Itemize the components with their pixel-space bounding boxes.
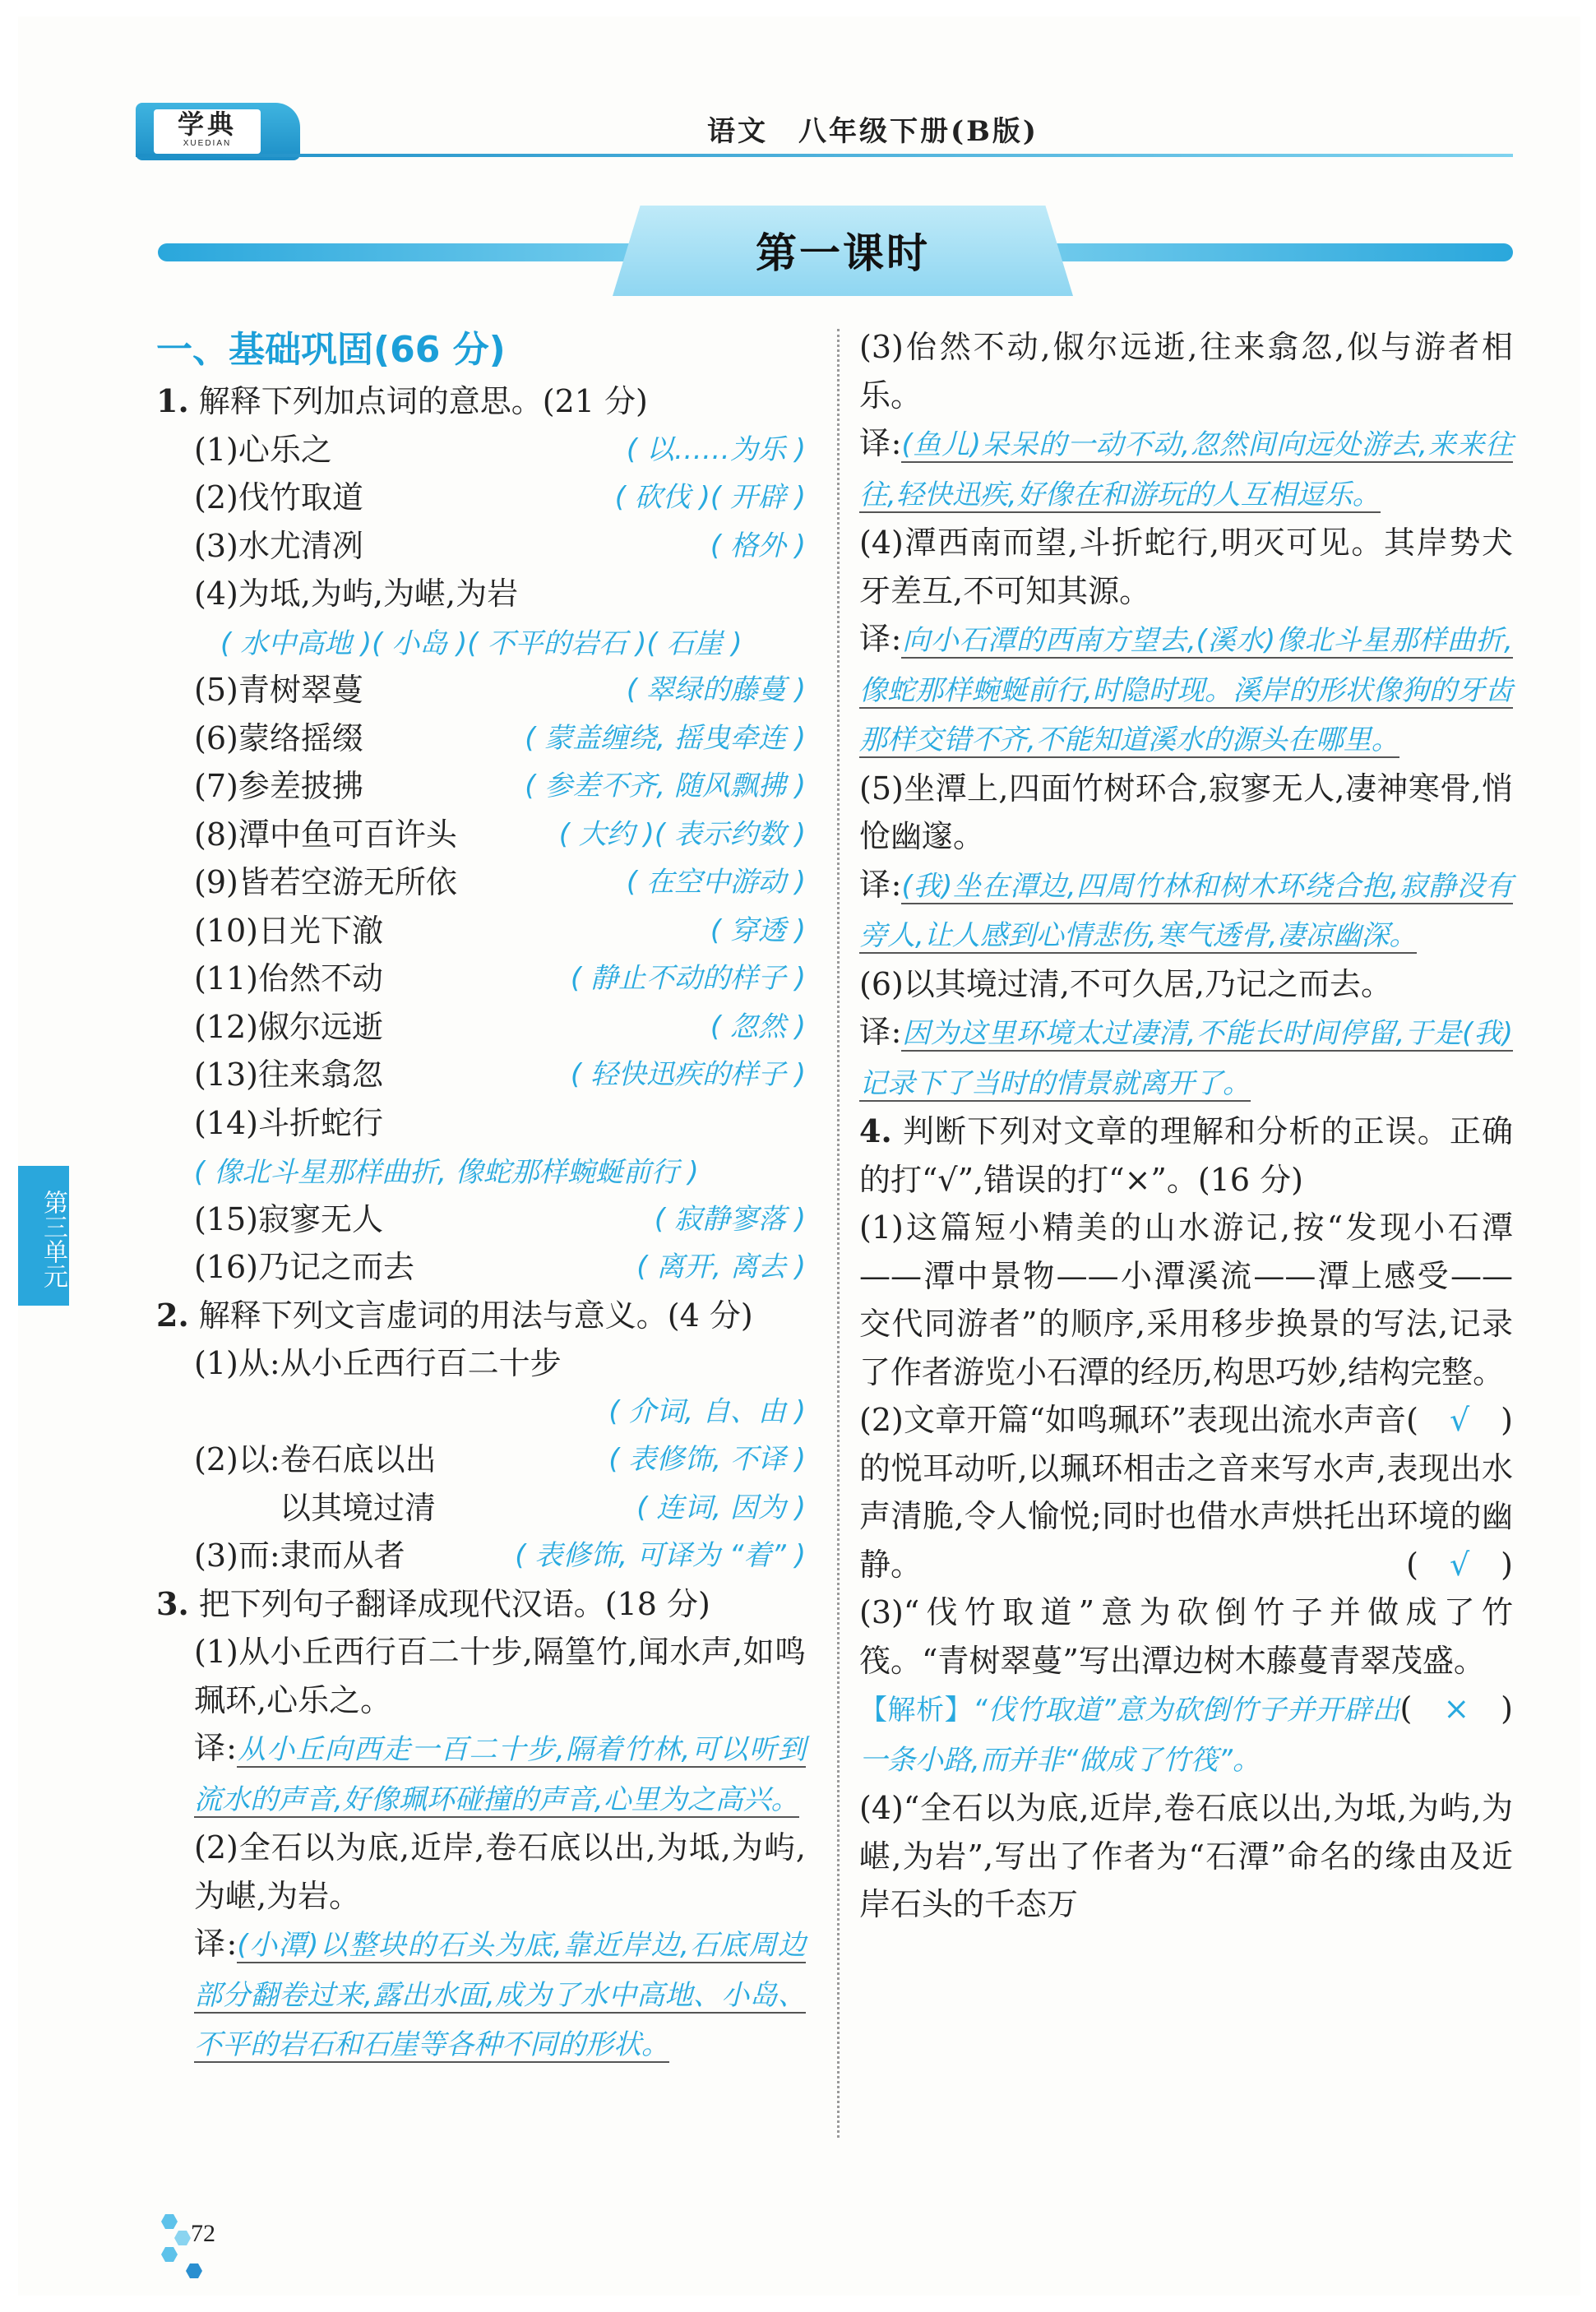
translation-answer: 从小丘向西走一百二十步,隔着竹林,可以听到流水的声音,好像珮环碰撞的声音,心里为之高兴。 xyxy=(194,1733,806,1816)
section-heading: 一、基础巩固(66 分) xyxy=(156,329,506,371)
translate-label: 译: xyxy=(194,1730,237,1766)
judgement-mark: √ xyxy=(1449,1546,1470,1583)
item-text: (2)文章开篇“如鸣珮环”表现出流水声音的悦耳动听,以珮环相击之音来写水声,表现出水声清脆,令人愉悦;同时也借水声烘托出环境的幽静。 xyxy=(859,1402,1513,1583)
item-answer: ( 翠绿的藤蔓 ) xyxy=(626,673,806,706)
item-text: (4)为坻,为屿,为嵁,为岩 xyxy=(194,576,519,612)
item-answer: ( 水中高地 )( 小岛 )( 不平的岩石 )( 石崖 ) xyxy=(220,627,742,660)
q3-item-1 xyxy=(156,1628,806,1724)
item-answer: ( 轻快迅疾的样子 ) xyxy=(570,1058,806,1091)
q1-item xyxy=(156,1051,806,1099)
question-1-title xyxy=(156,377,806,426)
q3-item xyxy=(859,765,1513,861)
item-text: (5)坐潭上,四面竹树环合,寂寥无人,凄神寒骨,悄怆幽邃。 xyxy=(859,770,1513,854)
logo xyxy=(136,103,300,160)
item-text: (1)从:从小丘西行百二十步 xyxy=(194,1345,562,1381)
item-text: (12)俶尔远逝 xyxy=(194,1008,384,1045)
q1-item xyxy=(156,1003,806,1052)
item-text: (9)皆若空游无所依 xyxy=(194,864,457,900)
item-text: (13)往来翕忽 xyxy=(194,1057,384,1093)
item-text: (4)潭西南而望,斗折蛇行,明灭可见。其岸势犬牙差互,不可知其源。 xyxy=(859,525,1513,609)
item-answer: ( 静止不动的样子 ) xyxy=(570,962,806,995)
q3-item-1-translation xyxy=(156,1724,806,1824)
item-answer: ( 大约 )( 表示约数 ) xyxy=(558,817,806,851)
item-text: (3)佁然不动,俶尔远逝,往来翕忽,似与游者相乐。 xyxy=(859,329,1513,414)
q3-item-translation xyxy=(859,861,1513,960)
q1-item xyxy=(156,1195,806,1244)
item-text: (3)“伐竹取道”意为砍倒竹子并做成了竹筏。“青树翠蔓”写出潭边树木藤蔓青翠茂盛。 xyxy=(859,1594,1513,1679)
lesson-title: 第一课时 xyxy=(756,229,930,277)
item-answer: ( 以……为乐 ) xyxy=(626,432,806,466)
q3-item-translation xyxy=(859,1008,1513,1107)
right-column xyxy=(859,323,1513,1929)
left-column xyxy=(156,323,806,2069)
translate-label: 译: xyxy=(859,866,902,903)
unit-side-tab: 第三单元 xyxy=(18,1166,69,1306)
item-text: (6)蒙络摇缀 xyxy=(194,719,363,756)
item-answer: ( 参差不齐, 随风飘拂 ) xyxy=(525,770,806,802)
q2-item-1 xyxy=(156,1339,806,1388)
item-text: (5)青树翠蔓 xyxy=(194,672,363,708)
item-answer: ( 蒙盖缠绕, 摇曳牵连 ) xyxy=(525,721,806,755)
item-text: (2)全石以为底,近岸,卷石底以出,为坻,为屿,为嵁,为岩。 xyxy=(194,1829,806,1914)
item-text: (7)参差披拂 xyxy=(194,768,363,804)
q3-item-translation xyxy=(859,615,1513,765)
q3-item-translation xyxy=(859,419,1513,519)
q2-item-3 xyxy=(156,1484,806,1533)
translate-label: 译: xyxy=(859,1014,902,1050)
item-answer: ( 格外 ) xyxy=(710,529,806,562)
item-answer: ( 忽然 ) xyxy=(710,1010,806,1043)
question-text: 把下列句子翻译成现代汉语。(18 分) xyxy=(198,1585,710,1622)
question-4-title xyxy=(859,1107,1513,1204)
q1-item xyxy=(156,1243,806,1292)
translate-label: 译: xyxy=(859,621,902,657)
q3-item xyxy=(859,960,1513,1009)
question-2-title xyxy=(156,1292,806,1340)
judgement-mark: × xyxy=(1443,1690,1470,1727)
q1-item xyxy=(156,811,806,859)
q4-item xyxy=(859,1784,1513,1929)
q3-items-continued xyxy=(859,323,1513,1107)
q1-item xyxy=(156,858,806,907)
translation-answer: 向小石潭的西南方望去,(溪水)像北斗星那样曲折,像蛇那样蜿蜒前行,时隐时现。溪岸的形状像狗的牙齿那样交错不齐,不能知道溪水的源头在哪里。 xyxy=(859,624,1513,756)
q1-items xyxy=(156,426,806,1292)
q1-item xyxy=(156,714,806,763)
q1-item xyxy=(156,955,806,1003)
q3-item xyxy=(859,323,1513,419)
translation-answer: (小潭)以整块的石头为底,靠近岸边,石底周边部分翻卷过来,露出水面,成为了水中高地、小岛、不平的岩石和石崖等各种不同的形状。 xyxy=(194,1929,806,2061)
judgement-mark-box: ( √ ) xyxy=(1406,1402,1513,1438)
translate-label: 译: xyxy=(194,1926,238,1962)
q1-item xyxy=(156,474,806,522)
item-text: (1)从小丘西行百二十步,隔篁竹,闻水声,如鸣珮环,心乐之。 xyxy=(194,1634,806,1718)
item-answer: ( 连词, 因为 ) xyxy=(636,1491,806,1524)
item-answer: ( 像北斗星那样曲折, 像蛇那样蜿蜒前行 ) xyxy=(194,1156,699,1189)
q1-item xyxy=(156,1099,806,1148)
item-text: (16)乃记之而去 xyxy=(194,1249,415,1285)
q3-item xyxy=(859,519,1513,615)
logo-main-text: 学典 xyxy=(177,109,237,140)
q1-item xyxy=(156,570,806,618)
q1-item xyxy=(156,522,806,571)
item-answer: ( 穿透 ) xyxy=(710,913,806,947)
item-text: (1)这篇短小精美的山水游记,按“发现小石潭——潭中景物——小潭溪流——潭上感受——交代同游者”的顺序,采用移步换景的写法,记录了作者游览小石潭的经历,构思巧妙,结构完整。 xyxy=(859,1209,1513,1390)
q1-item xyxy=(156,907,806,955)
item-text: (3)水尤清冽 xyxy=(194,527,363,564)
item-answer: ( 砍伐 )( 开辟 ) xyxy=(614,481,806,514)
q2-item-1-answer-row xyxy=(156,1388,806,1436)
item-text: (1)心乐之 xyxy=(194,431,332,468)
analysis-label: 【解析】 xyxy=(859,1694,974,1727)
q4-items xyxy=(859,1204,1513,1929)
page-number: 72 xyxy=(191,2220,215,2247)
q3-item-2-translation xyxy=(156,1920,806,2069)
item-text: (3)而:隶而从者 xyxy=(194,1537,405,1574)
question-number: 1. xyxy=(156,382,189,419)
q1-item xyxy=(156,762,806,811)
item-text: (2)以:卷石底以出 xyxy=(194,1441,437,1477)
translate-label: 译: xyxy=(859,425,902,461)
translation-answer: 因为这里环境太过凄清,不能长时间停留,于是(我)记录下了当时的情景就离开了。 xyxy=(859,1017,1513,1100)
question-number: 3. xyxy=(156,1584,189,1622)
logo-sub-text: XUEDIAN xyxy=(183,139,232,148)
judgement-mark-box: ( × ) xyxy=(1399,1690,1513,1727)
item-text: (4)“全石以为底,近岸,卷石底以出,为坻,为屿,为嵁,为岩”,写出了作者为“石潭”命名的缘由及近岸石头的千态万 xyxy=(859,1790,1513,1922)
q3-item-2 xyxy=(156,1824,806,1920)
q1-item-answer-row xyxy=(156,618,806,667)
book-title: 语文 八年级下册(B版) xyxy=(707,115,1039,148)
question-3-title xyxy=(156,1580,806,1629)
q1-item-answer-row xyxy=(156,1147,806,1195)
judgement-mark-box: ( √ ) xyxy=(1406,1546,1513,1583)
question-text: 解释下列文言虚词的用法与意义。(4 分) xyxy=(198,1297,753,1334)
item-text: 以其境过清 xyxy=(280,1489,437,1526)
item-answer: ( 介词, 自、由 ) xyxy=(608,1394,806,1428)
analysis-text: “伐竹取道”意为砍倒竹子并开辟出一条小路,而并非“做成了竹筏”。 xyxy=(859,1694,1400,1777)
item-text: (15)寂寥无人 xyxy=(194,1200,384,1237)
q1-item xyxy=(156,426,806,474)
item-text: (11)佁然不动 xyxy=(194,960,384,996)
judgement-mark: √ xyxy=(1449,1402,1470,1438)
item-text: (8)潭中鱼可百许头 xyxy=(194,816,457,853)
question-number: 4. xyxy=(859,1112,892,1149)
question-text: 判断下列对文章的理解和分析的正误。正确的打“√”,错误的打“×”。(16 分) xyxy=(859,1113,1513,1198)
column-divider xyxy=(837,329,840,2138)
item-answer: ( 表修饰, 不译 ) xyxy=(608,1443,806,1476)
item-text: (6)以其境过清,不可久居,乃记之而去。 xyxy=(859,965,1392,1002)
item-answer: ( 在空中游动 ) xyxy=(626,866,806,899)
translation-answer: (我)坐在潭边,四周竹林和树木环绕合抱,寂静没有旁人,让人感到心情悲伤,寒气透骨,凄凉幽深。 xyxy=(859,869,1513,952)
translation-answer: (鱼儿)呆呆的一动不动,忽然间向远处游去,来来往往,轻快迅疾,好像在和游玩的人互相逗乐。 xyxy=(859,428,1513,511)
item-answer: ( 离开, 离去 ) xyxy=(636,1251,806,1283)
question-number: 2. xyxy=(156,1296,189,1334)
question-text: 解释下列加点词的意思。(21 分) xyxy=(198,383,648,419)
header-rule xyxy=(136,154,1513,157)
item-answer: ( 表修饰, 可译为 “着” ) xyxy=(515,1539,806,1572)
item-text: (14)斗折蛇行 xyxy=(194,1104,384,1141)
q4-item xyxy=(859,1204,1513,1438)
q2-item-2 xyxy=(156,1436,806,1484)
item-answer: ( 寂静寥落 ) xyxy=(654,1202,806,1236)
item-text: (10)日光下澈 xyxy=(194,912,384,949)
q2-item-4 xyxy=(156,1532,806,1580)
q1-item xyxy=(156,666,806,714)
item-text: (2)伐竹取道 xyxy=(194,479,363,516)
